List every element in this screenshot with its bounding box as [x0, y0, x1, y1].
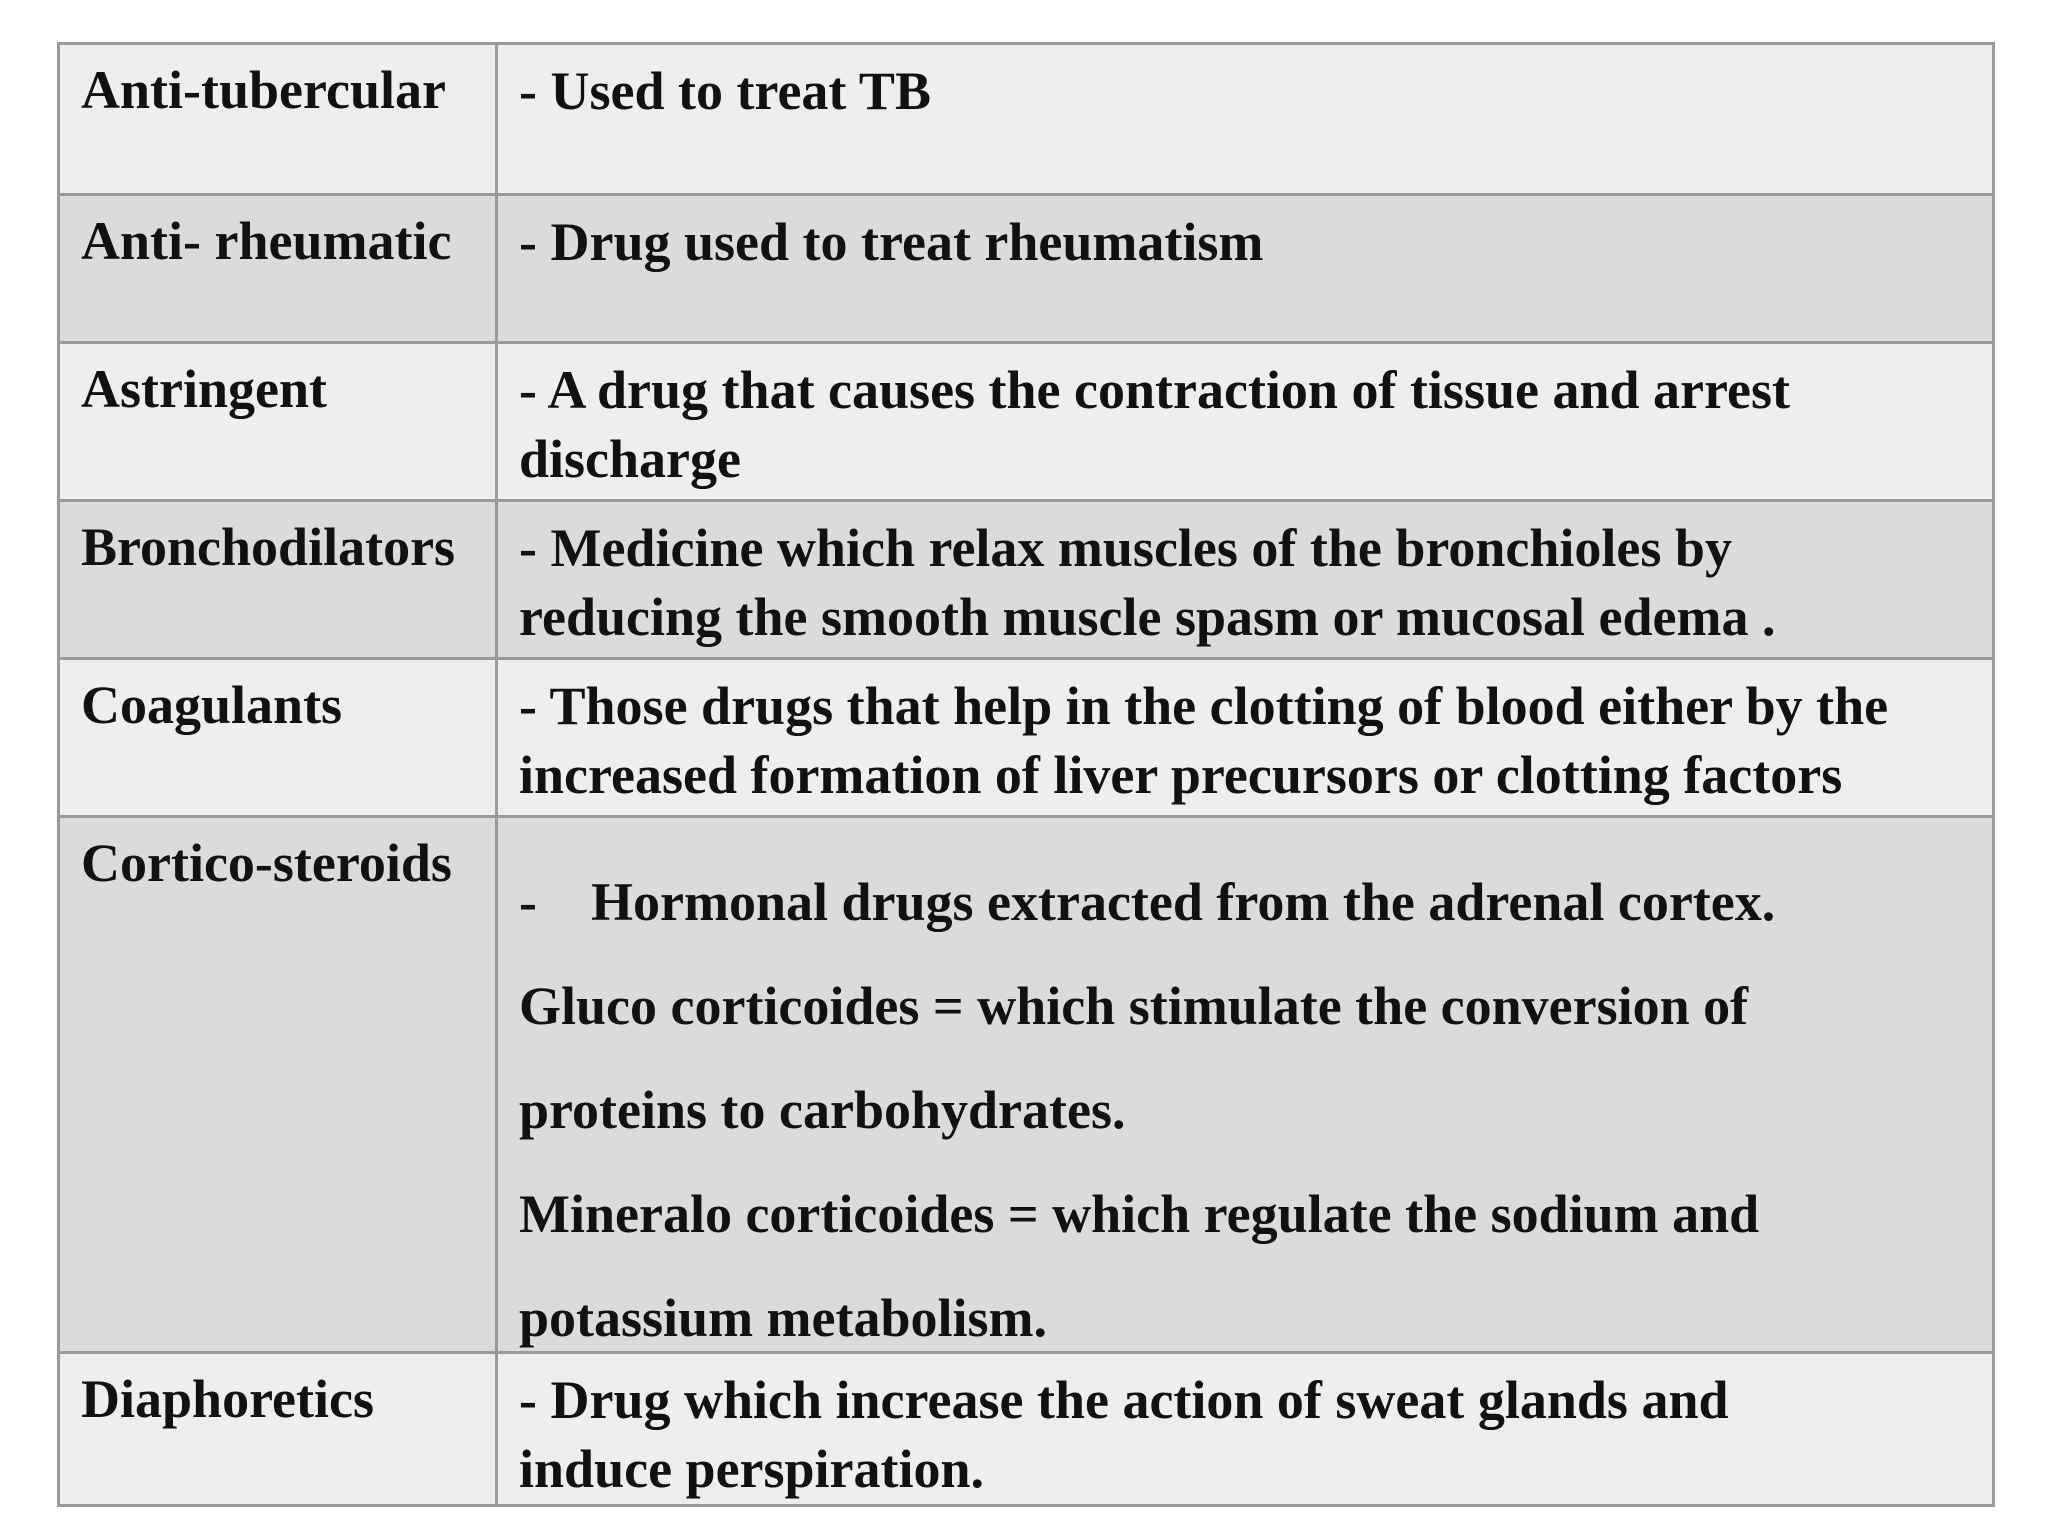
definition-cell: [498, 196, 1992, 341]
table-row-cortico-steroids: [60, 815, 1992, 1351]
definition-cell: [498, 818, 1992, 1351]
table-row-diaphoretics: [60, 1351, 1992, 1504]
term-cell: Coagulants: [60, 660, 498, 815]
table-row-astringent: [60, 341, 1992, 499]
definition-line: - A drug that causes the contraction of tissue and arrest: [519, 360, 1790, 420]
table-row-anti-tubercular: [60, 45, 1992, 193]
definition-line: increased formation of liver precursors or clotting factors: [519, 745, 1843, 805]
definition-line: - Drug used to treat rheumatism: [519, 212, 1264, 272]
definition-cell: [498, 502, 1992, 657]
definition-cell: [498, 344, 1992, 499]
term-cell: Diaphoretics: [60, 1354, 498, 1504]
definition-line: Gluco corticoides = which stimulate the conversion of: [519, 976, 1749, 1036]
definition-line: induce perspiration.: [519, 1439, 985, 1499]
definition-cell: [498, 45, 1992, 193]
term-cell: Anti- rheumatic: [60, 196, 498, 341]
term-cell: Anti-tubercular: [60, 45, 498, 193]
term-cell: Cortico-steroids: [60, 818, 498, 1351]
drug-definitions-table: [57, 42, 1995, 1507]
definition-line: - Drug which increase the action of sweat glands and: [519, 1370, 1729, 1430]
definition-line: Mineralo corticoides = which regulate the sodium and: [519, 1184, 1760, 1244]
definition-line: - Medicine which relax muscles of the bronchioles by: [519, 518, 1732, 578]
definition-cell: [498, 1354, 1992, 1504]
list-dash: -: [519, 872, 537, 932]
definition-line: reducing the smooth muscle spasm or mucosal edema .: [519, 587, 1776, 647]
definition-line: - Used to treat TB: [519, 61, 931, 121]
definition-text: Hormonal drugs extracted from the adrenal cortex.: [590, 872, 1776, 932]
definition-line: proteins to carbohydrates.: [519, 1080, 1126, 1140]
definition-line: [519, 850, 1980, 954]
definition-line: - Those drugs that help in the clotting of blood either by the: [519, 676, 1889, 736]
table-row-coagulants: [60, 657, 1992, 815]
definition-line: potassium metabolism.: [519, 1288, 1048, 1348]
table-row-anti-rheumatic: [60, 193, 1992, 341]
definition-cell: [498, 660, 1992, 815]
term-cell: Astringent: [60, 344, 498, 499]
term-cell: Bronchodilators: [60, 502, 498, 657]
definition-line: discharge: [519, 429, 741, 489]
table-row-bronchodilators: [60, 499, 1992, 657]
